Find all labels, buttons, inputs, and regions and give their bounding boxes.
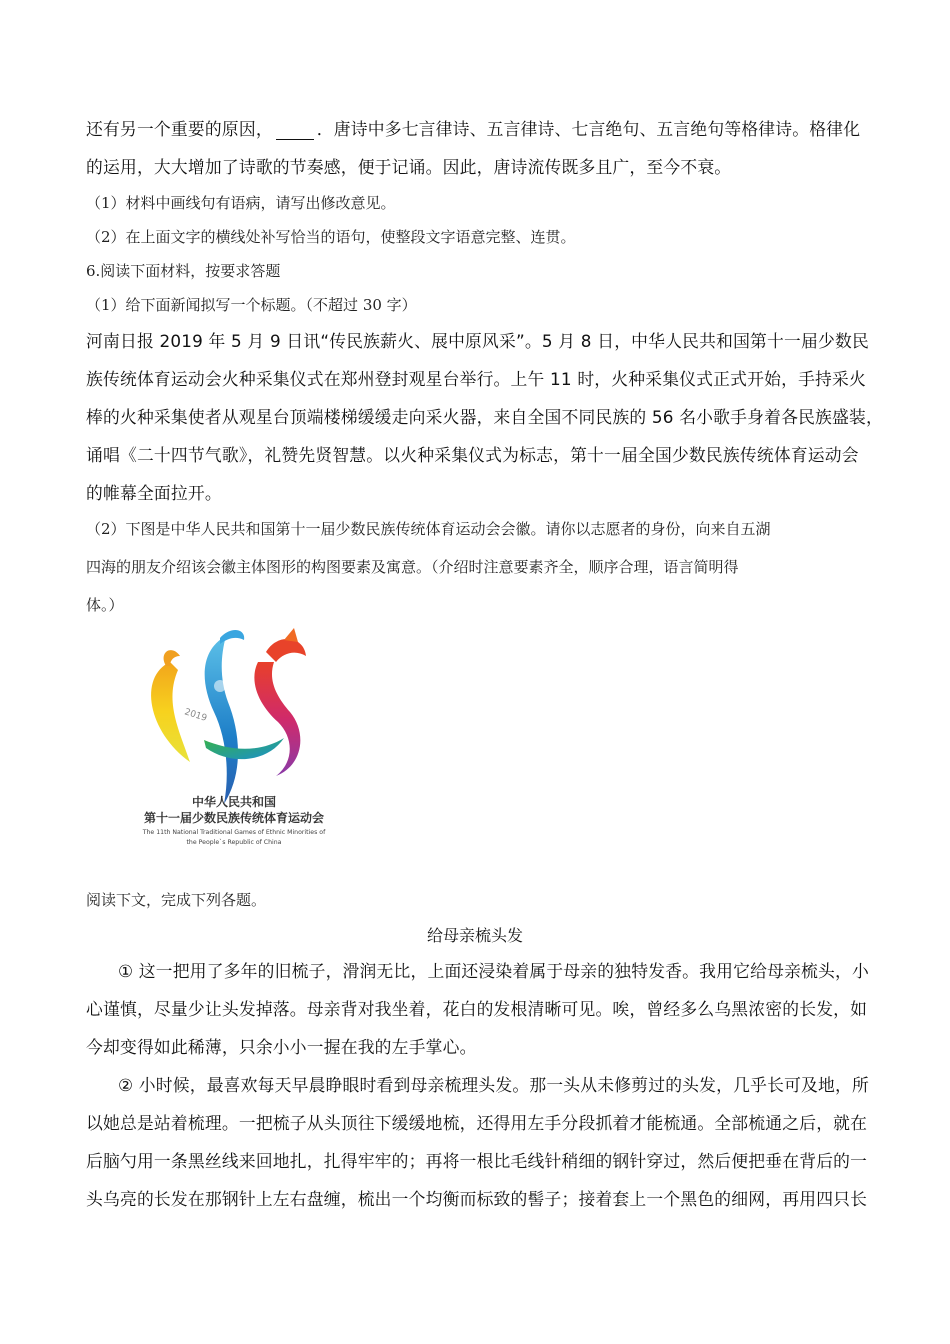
paragraph-line	[86, 116, 860, 140]
paragraph-line: ① 这一把用了多年的旧梳子，滑润无比，上面还浸染着属于母亲的独特发香。我用它给母亲梳头，小	[118, 961, 869, 981]
text-fragment: 还有另一个重要的原因，	[86, 119, 273, 139]
paragraph-line: 心谨慎，尽量少让头发掉落。母亲背对我坐着，花白的发根清晰可见。唉，曾经多么乌黑浓密的长发，如	[86, 999, 868, 1019]
news-line: 棒的火种采集使者从观星台顶端楼梯缓缓走向采火器，来自全国不同民族的 56 名小歌手身着各民族盛装，	[86, 407, 883, 427]
question-2-line: 体。）	[86, 596, 124, 614]
question-2: （2）在上面文字的横线处补写恰当的语句，使整段文字语意完整、连贯。	[86, 228, 576, 246]
question-2-line: 四海的朋友介绍该会徽主体图形的构图要素及寓意。（介绍时注意要素齐全，顺序合理，语言简明得	[86, 558, 739, 576]
emblem-en-line1: The 11th National Traditional Games of Ethnic Minorities of	[142, 829, 326, 836]
blue-ribbon	[205, 636, 238, 804]
news-line: 诵唱《二十四节气歌》，礼赞先贤智慧。以火种采集仪式为标志，第十一届全国少数民族传统体育运动会	[86, 445, 859, 465]
emblem-year: 2019	[183, 707, 208, 724]
answer-blank	[276, 121, 314, 140]
games-emblem-image	[108, 622, 360, 852]
emblem-name-line2: 第十一届少数民族传统体育运动会	[143, 811, 325, 825]
paragraph-line: 的运用，大大增加了诗歌的节奏感，便于记诵。因此，唐诗流传既多且广，至今不衰。	[86, 157, 732, 177]
text-fragment: ．唐诗中多七言律诗、五言律诗、七言绝句、五言绝句等格律诗。格律化	[316, 119, 861, 139]
emblem-name-line1: 中华人民共和国	[191, 795, 277, 809]
paragraph-line: ② 小时候，最喜欢每天早晨睁眼时看到母亲梳理头发。那一头从未修剪过的头发，几乎长可及地，所	[118, 1075, 869, 1095]
question-heading: 6.阅读下面材料，按要求答题	[86, 262, 281, 280]
news-line: 的帷幕全面拉开。	[86, 483, 222, 503]
pattern-dot	[279, 689, 289, 699]
paragraph-line: 头乌亮的长发在那钢针上左右盘缠，梳出一个均衡而标致的髻子；接着套上一个黑色的细网，再用四只长	[86, 1189, 868, 1209]
green-tail	[204, 738, 284, 759]
reading-instruction: 阅读下文，完成下列各题。	[86, 891, 267, 909]
question-1: （1）材料中画线句有语病，请写出修改意见。	[86, 194, 396, 212]
article-title: 给母亲梳头发	[426, 926, 523, 945]
orange-swirl	[164, 650, 180, 666]
emblem-en-line2: the People`s Republic of China	[186, 839, 282, 846]
news-line: 族传统体育运动会火种采集仪式在郑州登封观星台举行。上午 11 时，火种采集仪式正式开始，手持采火	[86, 369, 867, 389]
paragraph-line: 后脑勺用一条黑丝线来回地扎，扎得牢牢的；再将一根比毛线针稍细的钢针穿过，然后便把垂在背后的一	[86, 1151, 868, 1171]
paragraph-line: 今却变得如此稀薄，只余小小一握在我的左手掌心。	[86, 1037, 477, 1057]
paragraph-line: 以她总是站着梳理。一把梳子从头顶往下缓缓地梳，还得用左手分段抓着才能梳通。全部梳通之后，就在	[86, 1113, 868, 1133]
news-line: 河南日报 2019 年 5 月 9 日讯“传民族薪火、展中原风采”。5 月 8 日，中华人民共和国第十一届少数民	[86, 331, 869, 351]
emblem-city: 郑州	[258, 732, 272, 740]
red-dragon	[254, 662, 300, 776]
question-2-line: （2）下图是中华人民共和国第十一届少数民族传统体育运动会会徽。请你以志愿者的身份，向来自五湖	[86, 520, 771, 538]
dragon-crest	[284, 628, 298, 642]
pattern-dot	[214, 680, 226, 692]
dragon-head	[266, 639, 306, 662]
question-1: （1）给下面新闻拟写一个标题。（不超过 30 字）	[86, 296, 417, 314]
